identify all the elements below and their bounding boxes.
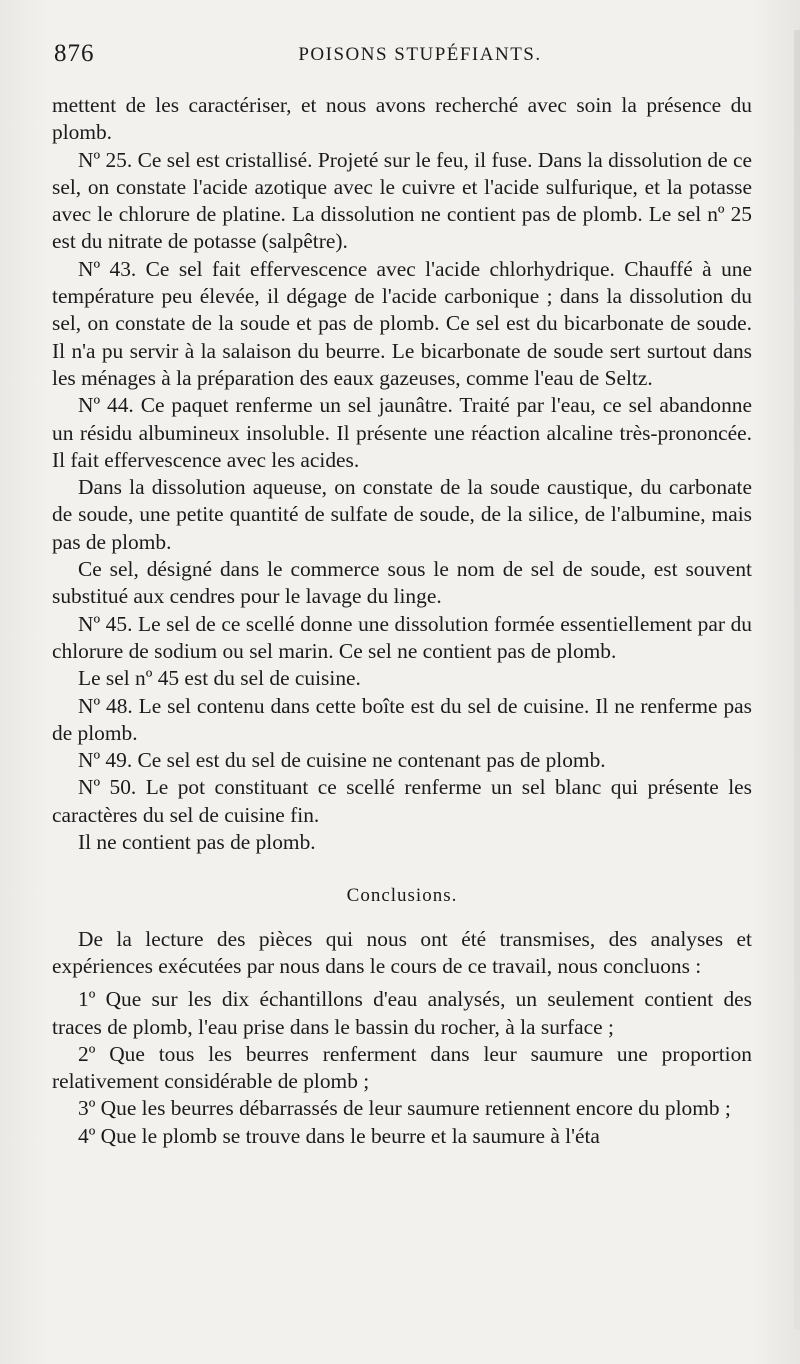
page-number: 876 bbox=[54, 40, 95, 67]
conclusion-4: 4º Que le plomb se trouve dans le beurre et la saumure à l'éta bbox=[78, 1123, 600, 1148]
page-edge-shadow bbox=[794, 30, 800, 1330]
paragraph-continued: mettent de les caractériser, et nous avons recherché avec soin la présence du plomb. bbox=[52, 93, 752, 145]
conclusions-intro: De la lecture des pièces qui nous ont été transmises, des analyses et expériences exécutées par nous dans le cours de ce travail, nous concluons : bbox=[52, 926, 752, 978]
paragraph-no-50: Nº 50. Le pot constituant ce scellé renferme un sel blanc qui présente les caractères du sel de cuisine fin. bbox=[52, 775, 752, 827]
conclusion-2: 2º Que tous les beurres renferment dans leur saumure une proportion relativement considérable de plomb ; bbox=[52, 1041, 752, 1094]
running-title: POISONS STUPÉFIANTS. bbox=[298, 44, 542, 65]
paragraph-no-45-conclusion: Le sel nº 45 est du sel de cuisine. bbox=[78, 666, 361, 691]
paragraph-no-50-conclusion: Il ne contient pas de plomb. bbox=[78, 830, 316, 855]
paragraph-no-43: Nº 43. Ce sel fait effervescence avec l'acide chlorhydrique. Chauffé à une température peu élevée, il dégage de l'acide carbonique ; dans la dissolution du sel, on constate de la soude et pas de plomb. Ce sel est du bicarbonate de soude. Il n'a pu servir à la salaison du beurre. Le bicarbonate de soude sert surtout dans les ménages à la préparation des eaux gazeuses, comme l'eau de Seltz. bbox=[52, 256, 752, 390]
paragraph-no-49: Nº 49. Ce sel est du sel de cuisine ne contenant pas de plomb. bbox=[78, 748, 606, 773]
paragraph-no-25: Nº 25. Ce sel est cristallisé. Projeté sur le feu, il fuse. Dans la dissolution de ce sel, on constate l'acide azotique avec le cuivre et l'acide sulfurique, et la potasse avec le chlorure de platine. La dissolution ne contient pas de plomb. Le sel nº 25 est du nitrate de potasse (salpêtre). bbox=[52, 147, 752, 254]
paragraph-sel-de-soude: Ce sel, désigné dans le commerce sous le nom de sel de soude, est souvent substitué aux cendres pour le lavage du linge. bbox=[52, 557, 752, 609]
paragraph-no-48: Nº 48. Le sel contenu dans cette boîte est du sel de cuisine. Il ne renferme pas de plomb. bbox=[52, 693, 752, 745]
paragraph-aqueous-solution: Dans la dissolution aqueuse, on constate de la soude caustique, du carbonate de soude, une petite quantité de sulfate de soude, de la silice, de l'albumine, mais pas de plomb. bbox=[52, 475, 752, 554]
conclusion-3: 3º Que les beurres débarrassés de leur saumure retiennent encore du plomb ; bbox=[78, 1096, 731, 1121]
section-title: Conclusions. bbox=[346, 885, 458, 907]
page-header bbox=[54, 40, 746, 74]
conclusion-1: 1º Que sur les dix échantillons d'eau analysés, un seulement contient des traces de plomb, l'eau prise dans le bassin du rocher, à la surface ; bbox=[52, 987, 752, 1039]
paragraph-no-44: Nº 44. Ce paquet renferme un sel jaunâtre. Traité par l'eau, ce sel abandonne un résidu albumineux insoluble. Il présente une réaction alcaline très-prononcée. Il fait effervescence avec les acides. bbox=[52, 393, 752, 472]
page-body bbox=[52, 92, 752, 1150]
paragraph-no-45: Nº 45. Le sel de ce scellé donne une dissolution formée essentiellement par du chlorure de sodium ou sel marin. Ce sel ne contient pas de plomb. bbox=[52, 611, 752, 663]
